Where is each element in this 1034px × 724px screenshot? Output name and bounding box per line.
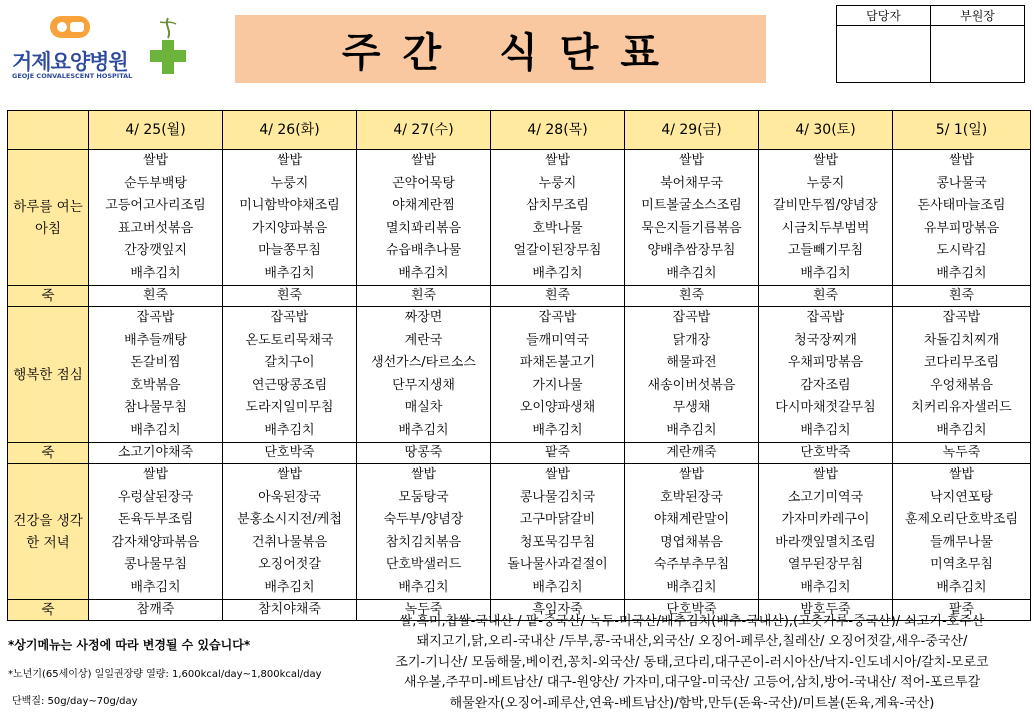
- menu-item: 시금치두부범벅: [781, 220, 870, 236]
- menu-item: 새송이버섯볶음: [647, 377, 736, 393]
- menu-item: 오이양파생채: [519, 400, 596, 415]
- porridge-item: 흰죽: [491, 286, 625, 307]
- menu-cell: [89, 307, 223, 443]
- menu-item: 배추김치: [398, 422, 449, 438]
- menu-cell: [491, 150, 625, 286]
- porridge-item: 단호박죽: [625, 600, 759, 621]
- menu-item: 바라깻잎멸치조림: [775, 534, 876, 550]
- menu-item: 생선가스/타르소스: [371, 355, 476, 370]
- hospital-logo: [6, 10, 196, 80]
- origin-line: 돼지고기,닭,오리-국내산 /두부,콩-국내산,외국산/ 오징어-페루산,칠레산/ 오징어젓갈,새우-중국산/: [416, 634, 968, 650]
- menu-item: 배추김치: [398, 579, 449, 595]
- menu-item: 잡곡밥: [270, 310, 309, 325]
- meal-label: 건강을 생각한 저녁: [8, 464, 89, 600]
- menu-item: 배추김치: [130, 422, 181, 438]
- menu-cell: [89, 464, 223, 600]
- menu-item: 치커리유자샐러드: [911, 400, 1012, 415]
- menu-cell: [759, 307, 893, 443]
- menu-item: 야채계란찜: [392, 198, 455, 213]
- menu-item: 삼치무조림: [526, 198, 589, 213]
- hospital-name-en: GEOJE CONVALESCENT HOSPITAL: [12, 72, 133, 80]
- menu-item: 야채계란말이: [653, 512, 730, 527]
- origin-line: 조기-기니산/ 모둠해물,베이컨,꽁치-외국산/ 동태,코다리,대구곤이-러시아산/낙지-인도네시아/갈치-모로코: [395, 654, 989, 670]
- menu-item: 미니함박야채조림: [239, 198, 340, 213]
- menu-item: 배추김치: [936, 422, 987, 438]
- origin-line: 쌀,흑미,찹쌀-국내산 / 팥-중국산/ 녹두-미국산/배추김치(배추-국내산),(고춧가루-중국산)/ 쇠고기-호주산: [399, 614, 985, 629]
- porridge-item: 땅콩죽: [357, 443, 491, 464]
- menu-cell: [893, 307, 1031, 443]
- page-title: 주간 식단표: [341, 29, 682, 76]
- menu-item: 아욱된장국: [258, 489, 321, 505]
- menu-item: 도라지일미무침: [245, 400, 334, 415]
- menu-item: 돈사태마늘조림: [917, 198, 1006, 213]
- menu-item: 우렁살된장국: [117, 489, 194, 505]
- menu-item: 닭개장: [672, 332, 711, 348]
- green-cross-icon: [146, 16, 190, 76]
- porridge-item: 계란깨죽: [625, 443, 759, 464]
- menu-item: 갈비만두찜/양념장: [773, 198, 878, 213]
- origin-info: [356, 612, 1028, 714]
- menu-cell: [357, 307, 491, 443]
- menu-item: 누룽지: [538, 175, 577, 191]
- menu-item: 명엽채볶음: [660, 534, 723, 550]
- menu-item: 가지나물: [532, 377, 583, 393]
- menu-cell: [893, 150, 1031, 286]
- menu-item: 코다리무조림: [923, 355, 1000, 370]
- menu-item: 쌀밥: [678, 153, 705, 168]
- menu-item: 마늘쫑무침: [258, 243, 321, 258]
- menu-cell: [223, 307, 357, 443]
- menu-item: 배추김치: [666, 579, 717, 595]
- menu-cell: [89, 150, 223, 286]
- menu-item: 쌀밥: [410, 467, 437, 482]
- day-header: 4/ 27(수): [357, 111, 491, 150]
- menu-item: 호박볶음: [130, 377, 181, 393]
- menu-item: 갈치구이: [264, 355, 315, 370]
- origin-line: 새우볼,주꾸미-베트남산/ 대구-원양산/ 가자미,대구알-미국산/ 고등어,삼치,방어-국내산/ 적어-포르투갈: [403, 675, 981, 691]
- porridge-label: 죽: [8, 286, 89, 307]
- menu-item: 배추김치: [130, 265, 181, 281]
- menu-item: 묵은지들기름볶음: [641, 220, 742, 236]
- menu-item: 소고기미역국: [787, 489, 864, 505]
- porridge-item: 흰죽: [625, 286, 759, 307]
- porridge-label: 죽: [8, 600, 89, 621]
- menu-cell: [759, 464, 893, 600]
- menu-item: 누룽지: [270, 175, 309, 191]
- menu-item: 분홍소시지전/케첩: [237, 512, 342, 527]
- porridge-item: 소고기야채죽: [89, 443, 223, 464]
- porridge-item: 단호박죽: [223, 443, 357, 464]
- menu-item: 오징어젓갈: [258, 557, 321, 572]
- menu-item: 들깨무나물: [930, 534, 993, 550]
- meal-row: [8, 150, 1031, 286]
- menu-item: 연근땅콩조림: [251, 377, 328, 393]
- menu-item: 참치김치볶음: [385, 534, 462, 550]
- approval-manager-sign: [837, 26, 931, 83]
- title-banner: [235, 15, 766, 83]
- menu-item: 건취나물볶음: [251, 534, 328, 550]
- menu-item: 곤약어묵탕: [392, 175, 455, 191]
- day-header: 5/ 1(일): [893, 111, 1031, 150]
- menu-item: 차돌김치찌개: [923, 332, 1000, 348]
- menu-cell: [223, 150, 357, 286]
- porridge-item: 팥죽: [491, 443, 625, 464]
- menu-item: 슈읍배추나물: [385, 243, 462, 258]
- meal-label: 행복한 점심: [8, 307, 89, 443]
- porridge-item: 참깨죽: [89, 600, 223, 621]
- menu-item: 잡곡밥: [136, 310, 175, 325]
- menu-item: 쌀밥: [678, 467, 705, 482]
- meal-row: [8, 307, 1031, 443]
- porridge-item: 밤호두죽: [759, 600, 893, 621]
- menu-item: 온도토리묵채국: [245, 332, 334, 348]
- menu-item: 쌀밥: [142, 467, 169, 482]
- menu-item: 매실차: [404, 400, 443, 415]
- menu-item: 미역초무침: [930, 557, 993, 572]
- menu-item: 돈육두부조림: [117, 512, 194, 527]
- menu-cell: [223, 464, 357, 600]
- menu-item: 고등어고사리조림: [105, 198, 206, 213]
- logo-mark-icon: [50, 14, 90, 40]
- menu-item: 우엉채볶음: [930, 377, 993, 393]
- menu-item: 쌀밥: [142, 153, 169, 168]
- menu-item: 감자채양파볶음: [111, 534, 200, 550]
- porridge-row: [8, 286, 1031, 307]
- menu-item: 고들빼기무침: [787, 243, 864, 258]
- meal-row: [8, 464, 1031, 600]
- menu-item: 열무된장무침: [787, 557, 864, 572]
- menu-item: 우채피망볶음: [787, 355, 864, 370]
- menu-item: 잡곡밥: [942, 310, 981, 325]
- menu-item: 도시락김: [936, 243, 987, 258]
- menu-cell: [893, 464, 1031, 600]
- energy-recommendation: *노년기(65세이상) 일일권장량 열량: 1,600kcal/day~1,800kcal/day: [8, 669, 322, 680]
- menu-item: 청국장찌개: [794, 332, 857, 348]
- porridge-label: 죽: [8, 443, 89, 464]
- approval-vice-director-sign: [931, 26, 1025, 83]
- approval-manager-label: 담당자: [837, 6, 931, 26]
- day-header: 4/ 28(목): [491, 111, 625, 150]
- porridge-item: 녹두죽: [357, 600, 491, 621]
- menu-item: 배추김치: [264, 422, 315, 438]
- day-header-row: [8, 111, 1031, 150]
- menu-item: 배추김치: [532, 422, 583, 438]
- approval-vice-director-label: 부원장: [931, 6, 1025, 26]
- day-header: 4/ 26(화): [223, 111, 357, 150]
- menu-item: 배추김치: [532, 265, 583, 281]
- day-header: 4/ 30(토): [759, 111, 893, 150]
- porridge-item: 흰죽: [893, 286, 1031, 307]
- menu-item: 숙두부/양념장: [383, 512, 464, 527]
- menu-item: 배추김치: [532, 579, 583, 595]
- menu-item: 북어채무국: [660, 175, 723, 191]
- change-notice: *상기메뉴는 사정에 따라 변경될 수 있습니다*: [8, 638, 251, 652]
- menu-item: 돌나물사과겉절이: [507, 557, 608, 572]
- porridge-item: 단호박죽: [759, 443, 893, 464]
- menu-cell: [759, 150, 893, 286]
- menu-item: 쌀밥: [276, 153, 303, 168]
- menu-item: 배추김치: [130, 579, 181, 595]
- menu-item: 고구마닭갈비: [519, 512, 596, 527]
- porridge-item: 흰죽: [759, 286, 893, 307]
- menu-item: 잡곡밥: [672, 310, 711, 325]
- menu-item: 쌀밥: [948, 467, 975, 482]
- menu-cell: [491, 307, 625, 443]
- menu-cell: [357, 150, 491, 286]
- day-header: 4/ 25(월): [89, 111, 223, 150]
- menu-item: 들깨미역국: [526, 332, 589, 348]
- menu-item: 양배추쌈장무침: [647, 243, 736, 258]
- menu-item: 배추김치: [800, 265, 851, 281]
- menu-cell: [625, 307, 759, 443]
- menu-cell: [491, 464, 625, 600]
- menu-item: 숙주부추무침: [653, 557, 730, 572]
- menu-item: 단무지생채: [392, 377, 455, 393]
- menu-cell: [625, 464, 759, 600]
- menu-item: 참나물무침: [124, 400, 187, 415]
- hospital-name: 거제요양병원: [12, 50, 128, 74]
- menu-item: 배추김치: [666, 265, 717, 281]
- porridge-item: 흰죽: [223, 286, 357, 307]
- menu-item: 배추김치: [936, 579, 987, 595]
- menu-item: 미트볼굴소스조림: [641, 198, 742, 213]
- porridge-item: 참치야채죽: [223, 600, 357, 621]
- menu-item: 누룽지: [806, 175, 845, 191]
- porridge-row: [8, 443, 1031, 464]
- menu-item: 무생채: [672, 400, 711, 415]
- porridge-item: 팥죽: [893, 600, 1031, 621]
- day-header: 4/ 29(금): [625, 111, 759, 150]
- menu-item: 얼갈이된장무침: [513, 243, 602, 258]
- menu-item: 청포묵김무침: [519, 534, 596, 550]
- menu-item: 배추김치: [800, 579, 851, 595]
- menu-item: 배추들깨탕: [124, 332, 187, 348]
- menu-item: 잡곡밥: [538, 310, 577, 325]
- menu-item: 쌀밥: [544, 153, 571, 168]
- menu-item: 콩나물무침: [124, 557, 187, 572]
- menu-item: 쌀밥: [812, 153, 839, 168]
- menu-item: 쌀밥: [410, 153, 437, 168]
- menu-item: 낙지연포탕: [930, 489, 993, 505]
- protein-recommendation: 단백질: 50g/day~70g/day: [12, 696, 138, 707]
- menu-item: 배추김치: [666, 422, 717, 438]
- menu-cell: [625, 150, 759, 286]
- weekly-menu-table: [7, 110, 1031, 621]
- menu-item: 순두부백탕: [124, 175, 187, 191]
- menu-item: 배추김치: [936, 265, 987, 281]
- menu-item: 배추김치: [264, 579, 315, 595]
- menu-item: 배추김치: [264, 265, 315, 281]
- menu-item: 감자조림: [800, 377, 851, 393]
- menu-item: 배추김치: [398, 265, 449, 281]
- menu-item: 쌀밥: [812, 467, 839, 482]
- menu-item: 훈제오리단호박조림: [904, 512, 1019, 527]
- menu-item: 간장깻잎지: [124, 243, 187, 258]
- menu-item: 배추김치: [800, 422, 851, 438]
- porridge-item: 흰죽: [89, 286, 223, 307]
- menu-item: 파채돈불고기: [519, 355, 596, 370]
- menu-item: 멸치꽈리볶음: [385, 220, 462, 236]
- menu-item: 단호박샐러드: [385, 557, 462, 572]
- menu-item: 가자미카레구이: [781, 512, 870, 527]
- menu-item: 돈갈비찜: [130, 355, 181, 370]
- menu-item: 표고버섯볶음: [117, 220, 194, 236]
- menu-item: 호박나물: [532, 220, 583, 236]
- menu-item: 모둠탕국: [398, 489, 449, 505]
- porridge-item: 흑임자죽: [491, 600, 625, 621]
- meal-label: 하루를 여는 아침: [8, 150, 89, 286]
- menu-item: 콩나물국: [936, 175, 987, 191]
- approval-box: [836, 5, 1025, 83]
- corner-cell: [8, 111, 89, 150]
- menu-item: 다시마채젓갈무침: [775, 400, 876, 415]
- menu-item: 해물파전: [666, 355, 717, 370]
- porridge-item: 흰죽: [357, 286, 491, 307]
- notes: [8, 636, 348, 707]
- porridge-item: 녹두죽: [893, 443, 1031, 464]
- menu-item: 가지양파볶음: [251, 220, 328, 236]
- menu-item: 유부피망볶음: [923, 220, 1000, 236]
- menu-item: 콩나물김치국: [519, 489, 596, 505]
- menu-item: 쌀밥: [948, 153, 975, 168]
- menu-item: 쌀밥: [544, 467, 571, 482]
- menu-cell: [357, 464, 491, 600]
- origin-line: 해물완자(오징어-페루산,연육-베트남산)/함박,만두(돈육-국산)/미트볼(돈육,계육-국산): [449, 695, 935, 711]
- menu-item: 계란국: [404, 332, 443, 348]
- menu-item: 호박된장국: [660, 489, 723, 505]
- menu-item: 잡곡밥: [806, 310, 845, 325]
- menu-item: 쌀밥: [276, 467, 303, 482]
- menu-item: 짜장면: [404, 310, 443, 325]
